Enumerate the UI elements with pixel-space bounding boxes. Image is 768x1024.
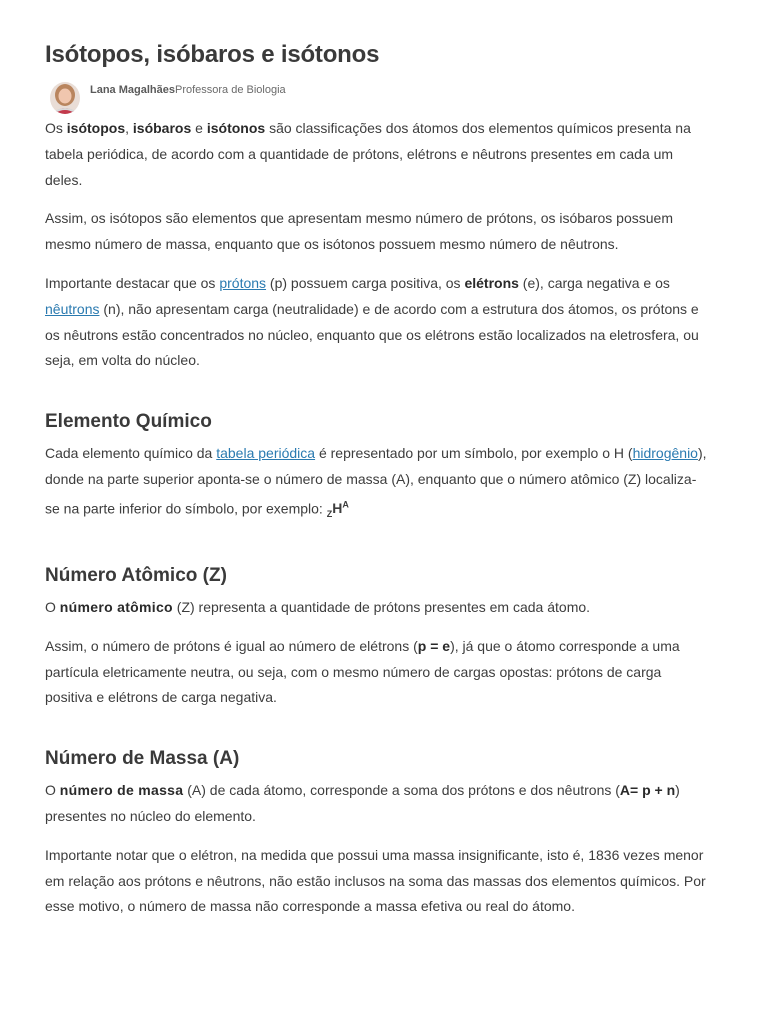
elemento-paragraph: Cada elemento químico da tabela periódica é representado por um símbolo, por exemplo o H (hidrogênio), donde na parte superior aponta-se o número de massa (A), enquanto que o número atômico (Z) localiza-se na parte inferior do símbolo, por exemplo: $_ZH^A$ <box>45 445 707 520</box>
intro-paragraph-1: Os isótopos, isóbaros e isótonos são classificações dos átomos dos elementos químicos presenta na tabela periódica, de acordo com a quantidade de prótons, elétrons e nêutrons presentes em cada um deles. <box>45 120 691 188</box>
element-symbol-example: $_ZH^A$ <box>326 499 349 520</box>
massa-paragraph-2: Importante notar que o elétron, na medida que possui uma massa insignificante, isto é, 1836 vezes menor em relação aos prótons e nêutrons, não estão inclusos na soma das massas dos elementos químicos. Por esse motivo, o número de massa não corresponde a massa efetiva ou real do átomo. <box>45 846 706 915</box>
atomico-paragraph-2: Assim, o número de prótons é igual ao número de elétrons (p = e), já que o átomo corresponde a uma partícula eletricamente neutra, ou seja, com o mesmo número de cargas opostas: prótons de carga positiva e elétrons de carga negativa. <box>45 637 680 706</box>
author-role: Professora de Biologia <box>174 84 286 96</box>
atomico-paragraph-1: O número atômico (Z) representa a quantidade de prótons presentes em cada átomo. <box>45 599 591 616</box>
heading-numero-de-massa: Número de Massa (A) <box>45 748 240 770</box>
heading-numero-atomico: Número Atômico (Z) <box>45 565 227 587</box>
tabela-periodica-link[interactable]: tabela periódica <box>216 445 316 462</box>
author-name[interactable]: Lana Magalhães <box>90 84 175 96</box>
intro-paragraph-3: Importante destacar que os prótons (p) possuem carga positiva, os elétrons (e), carga negativa e os nêutrons (n), não apresentam carga (neutralidade) e de acordo com a estrutura dos átomos, os prótons e os nêutrons estão concentrados no núcleo, enquanto que os elétrons estão localizados na eletrosfera, ou seja, em volta do núcleo. <box>45 274 699 369</box>
page-title: Isótopos, isóbaros e isótonos <box>45 41 380 68</box>
neutrons-link[interactable]: nêutrons <box>45 300 100 317</box>
author-byline <box>45 82 708 116</box>
hidrogenio-link[interactable]: hidrogênio <box>632 445 698 462</box>
massa-paragraph-1: O número de massa (A) de cada átomo, corresponde a soma dos prótons e dos nêutrons (A= p + n) presentes no núcleo do elemento. <box>45 782 680 824</box>
intro-paragraph-2: Assim, os isótopos são elementos que apresentam mesmo número de prótons, os isóbaros possuem mesmo número de massa, enquanto que os isótonos possuem mesmo número de nêutrons. <box>45 210 673 253</box>
heading-elemento-quimico: Elemento Químico <box>45 411 212 433</box>
avatar[interactable] <box>50 82 80 114</box>
protons-link[interactable]: prótons <box>219 274 267 291</box>
author-photo-icon <box>50 82 80 114</box>
